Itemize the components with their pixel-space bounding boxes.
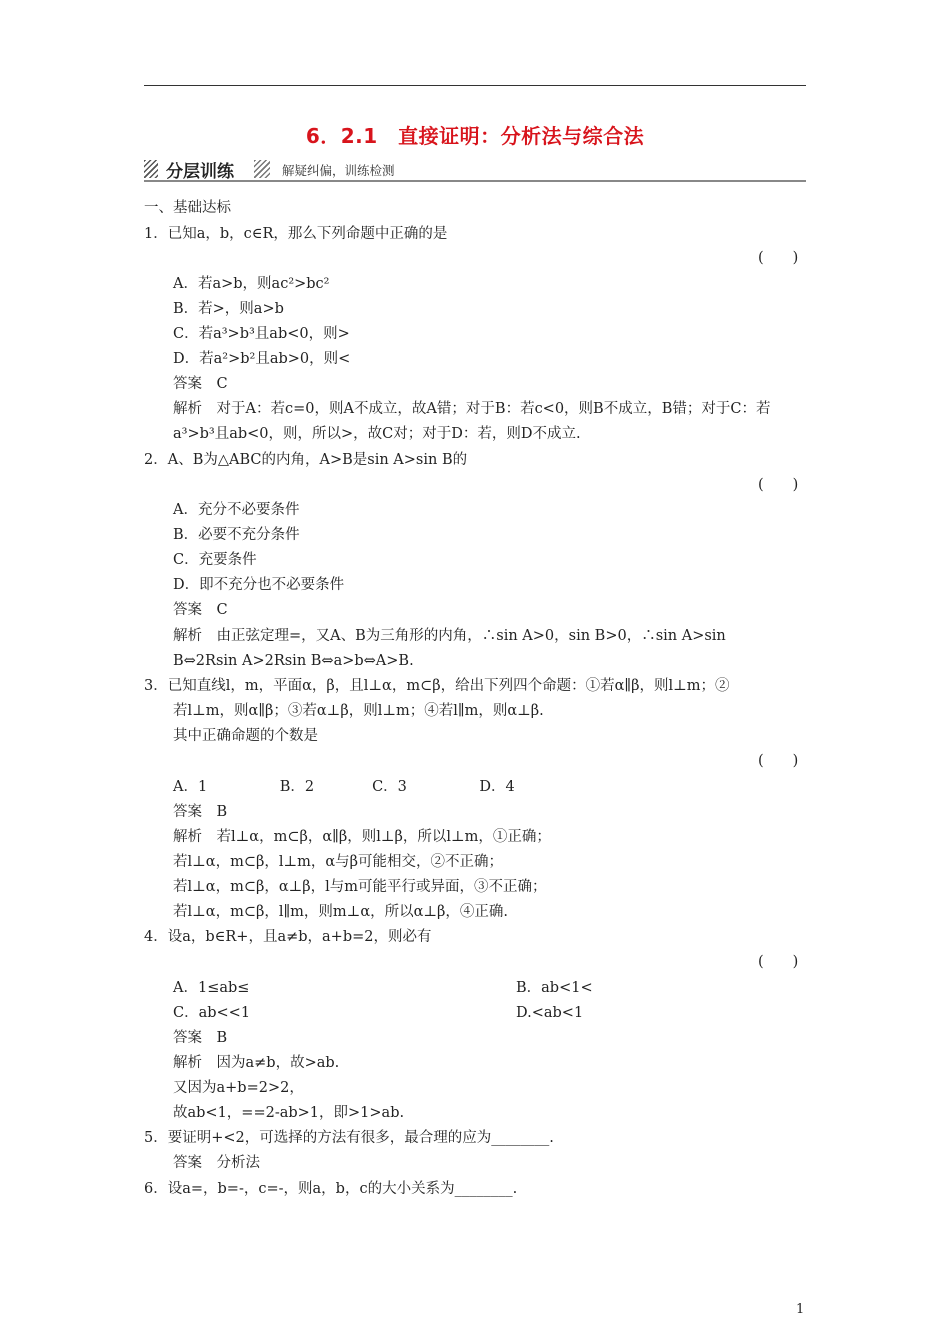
text-line: 故ab<1，==2-ab>1，即>1>ab. bbox=[173, 1105, 405, 1121]
text-line: 1．已知a，b，c∈R，那么下列命题中正确的是 bbox=[144, 226, 448, 242]
answer-blank: ( ) bbox=[758, 477, 799, 493]
text-line: 解析 因为a≠b，故>ab. bbox=[173, 1055, 340, 1071]
text-line: B．ab<1< bbox=[516, 980, 593, 996]
text-line: 答案 C bbox=[173, 602, 228, 618]
text-line: 5．要证明+<2，可选择的方法有很多，最合理的应为________. bbox=[144, 1130, 554, 1146]
text-line: A．若a>b，则ac²>bc² bbox=[173, 276, 330, 292]
section-label: 分层训练 bbox=[166, 162, 234, 182]
text-line: 4．设a，b∈R+，且a≠b，a+b=2，则必有 bbox=[144, 929, 432, 945]
answer-blank: ( ) bbox=[758, 753, 799, 769]
text-line: B．必要不充分条件 bbox=[173, 527, 300, 543]
answer-blank: ( ) bbox=[758, 954, 799, 970]
text-line: D．若a²>b²且ab>0，则< bbox=[173, 351, 351, 367]
text-line: 又因为a+b=2>2， bbox=[173, 1080, 304, 1096]
text-line: B．若>，则a>b bbox=[173, 301, 284, 317]
text-line: 解析 由正弦定理=，又A、B为三角形的内角，∴sin A>0，sin B>0，∴sin A>sin bbox=[173, 628, 726, 644]
text-line: 其中正确命题的个数是 bbox=[173, 728, 318, 744]
hatch-decoration-icon bbox=[254, 160, 270, 178]
text-line: 解析 若l⊥α，m⊂β，α∥β，则l⊥β，所以l⊥m，①正确； bbox=[173, 829, 551, 845]
text-line: 一、基础达标 bbox=[144, 200, 231, 216]
page-number: 1 bbox=[796, 1302, 805, 1317]
top-rule bbox=[144, 85, 806, 86]
text-line: D.<ab<1 bbox=[516, 1005, 584, 1021]
text-line: 2．A、B为△ABC的内角，A>B是sin A>sin B的 bbox=[144, 452, 468, 468]
text-line: 3．已知直线l，m，平面α，β，且l⊥α，m⊂β，给出下列四个命题：①若α∥β，则l⊥m；② bbox=[144, 678, 730, 694]
text-line: 6．设a=，b=-，c=-，则a，b，c的大小关系为________. bbox=[144, 1181, 518, 1197]
text-line: 若l⊥α，m⊂β，α⊥β，l与m可能平行或异面，③不正确； bbox=[173, 879, 547, 895]
text-line: C．若a³>b³且ab<0，则> bbox=[173, 326, 350, 342]
text-line: B⇔2Rsin A>2Rsin B⇔a>b⇔A>B. bbox=[173, 653, 414, 669]
section-bar bbox=[144, 156, 806, 184]
text-line: 若l⊥m，则α∥β；③若α⊥β，则l⊥m；④若l∥m，则α⊥β. bbox=[173, 703, 544, 719]
page-title: 6．2.1 直接证明：分析法与综合法 bbox=[305, 124, 645, 148]
text-line: 答案 C bbox=[173, 376, 228, 392]
text-line: 答案 分析法 bbox=[173, 1155, 260, 1171]
text-line: 若l⊥α，m⊂β，l∥m，则m⊥α，所以α⊥β，④正确. bbox=[173, 904, 509, 920]
hatch-decoration-icon bbox=[144, 160, 158, 178]
section-subtitle: 解疑纠偏，训练检测 bbox=[282, 163, 395, 178]
answer-blank: ( ) bbox=[758, 250, 799, 266]
section-underline bbox=[144, 180, 806, 182]
text-line: a³>b³且ab<0，则，所以>，故C对；对于D：若，则D不成立. bbox=[173, 426, 581, 442]
text-line: 解析 对于A：若c=0，则A不成立，故A错；对于B：若c<0，则B不成立，B错；对于C：若 bbox=[173, 401, 771, 417]
text-line: D．即不充分也不必要条件 bbox=[173, 577, 345, 593]
text-line: A．1≤ab≤ bbox=[173, 980, 250, 996]
text-line: 若l⊥α，m⊂β，l⊥m，α与β可能相交，②不正确； bbox=[173, 854, 504, 870]
text-line: 答案 B bbox=[173, 804, 228, 820]
text-line: A．1 B．2 C．3 D．4 bbox=[173, 779, 515, 795]
text-line: 答案 B bbox=[173, 1030, 228, 1046]
text-line: A．充分不必要条件 bbox=[173, 502, 300, 518]
text-line: C．ab<<1 bbox=[173, 1005, 251, 1021]
text-line: C．充要条件 bbox=[173, 552, 257, 568]
